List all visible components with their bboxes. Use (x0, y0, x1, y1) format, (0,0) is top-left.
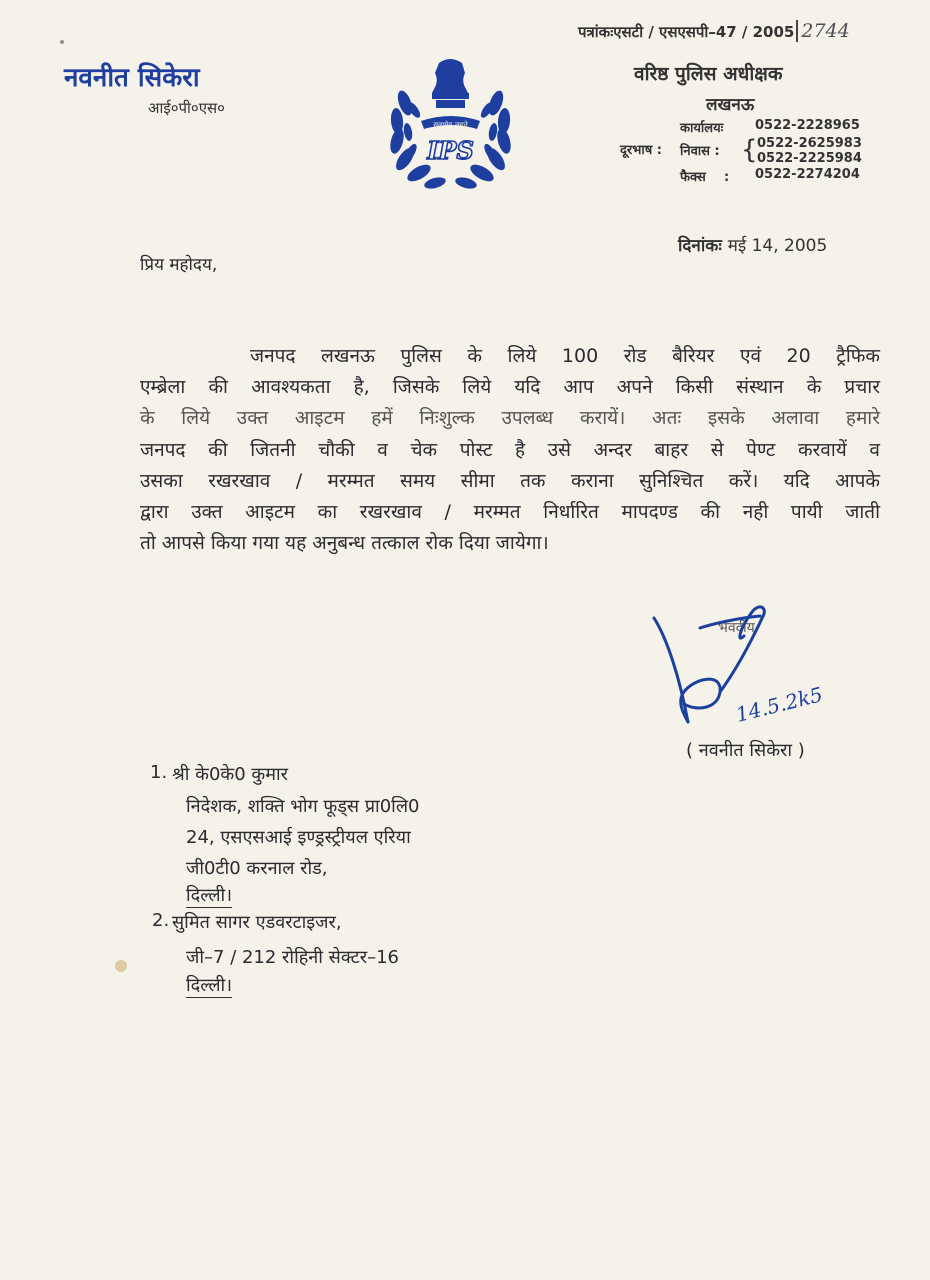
ips-emblem-icon (383, 55, 518, 200)
body-line: के लिये उक्त आइटम हमें निःशुल्क उपलब्ध करायें। अतः इसके अलावा हमारे (140, 407, 880, 429)
sender-service: आई०पी०एस० (148, 99, 225, 117)
body-line: जनपद लखनऊ पुलिस के लिये 100 रोड बैरियर एवं 20 ट्रैफिक (250, 345, 880, 367)
addressee-number: 1. (150, 762, 168, 783)
addressee-line: जी0टी0 करनाल रोड, (186, 858, 328, 879)
residence-number-1: 0522-2625983 (757, 136, 862, 151)
body-line: उसका रखरखाव / मरम्मत समय सीमा तक कराना सुनिश्चित करें। यदि आपके (140, 470, 880, 492)
reference-number (578, 20, 850, 42)
sender-name: नवनीत सिकेरा (64, 63, 200, 93)
date (678, 233, 827, 256)
reference-handwritten: 2744 (796, 20, 849, 42)
paper-stain (60, 40, 64, 44)
addressee-name: श्री के0के0 कुमार (172, 764, 289, 785)
closing: भवदीय (718, 620, 755, 636)
addressee-line: 24, एसएसआई इण्ड्रस्ट्रीयल एरिया (186, 827, 411, 848)
handwritten-signature-icon (640, 600, 880, 735)
phone-label: दूरभाष : (620, 143, 662, 158)
reference-label: पत्रांकःएसटी / एसएसपी–47 / 2005 (578, 23, 795, 41)
residence-number-2: 0522-2225984 (757, 151, 862, 166)
date-label: दिनांकः (678, 236, 722, 256)
fax-number: 0522-2274204 (755, 167, 860, 182)
body-line: द्वारा उक्त आइटम का रखरखाव / मरम्मत निर्धारित मापदण्ड की नही पायी जाती (140, 501, 880, 523)
addressee-line: दिल्ली। (186, 975, 233, 996)
date-value: मई 14, 2005 (727, 236, 828, 256)
office-label: कार्यालयः (680, 121, 724, 136)
body-line: एम्ब्रेला की आवश्यकता है, जिसके लिये यदि आप अपने किसी संस्थान के प्रचार (140, 376, 880, 398)
addressee-number: 2. (152, 910, 170, 931)
office-number: 0522-2228965 (755, 118, 860, 133)
salutation: प्रिय महोदय, (140, 255, 218, 275)
addressee-line: निदेशक, शक्ति भोग फूड्स प्रा0लि0 (186, 796, 420, 817)
fax-label: फैक्स : (680, 170, 730, 185)
residence-label: निवास : (680, 144, 720, 159)
addressee-name: सुमित सागर एडवरटाइजर, (172, 912, 342, 933)
body-line: तो आपसे किया गया यह अनुबन्ध तत्काल रोक दिया जायेगा। (140, 532, 549, 554)
paper-stain (115, 960, 127, 972)
svg-text:IPS: IPS (427, 136, 474, 165)
addressee-line: जी–7 / 212 रोहिनी सेक्टर–16 (186, 947, 399, 968)
brace-icon: { (741, 135, 758, 165)
addressee-line: दिल्ली। (186, 885, 233, 906)
city: लखनऊ (706, 95, 755, 115)
svg-text:सत्यमेव जयते: सत्यमेव जयते (433, 121, 468, 129)
body-line: जनपद की जितनी चौकी व चेक पोस्ट है उसे अन्दर बाहर से पेण्ट करवायें व (140, 439, 880, 461)
signer-name: ( नवनीत सिकेरा ) (686, 740, 805, 761)
svg-text:14.5.2k5: 14.5.2k5 (733, 682, 826, 727)
designation: वरिष्ठ पुलिस अधीक्षक (634, 63, 783, 85)
